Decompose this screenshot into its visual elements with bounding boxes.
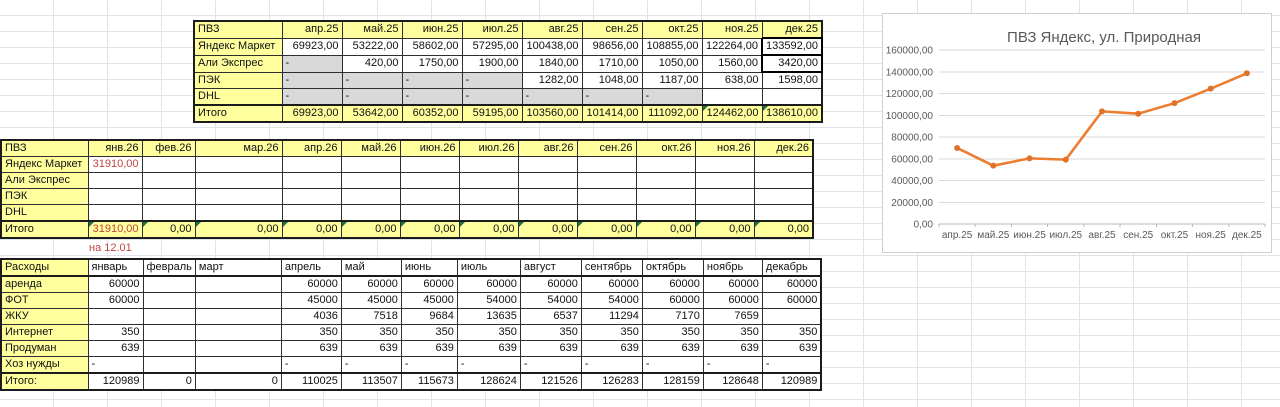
cell[interactable]: 31910,00 <box>88 221 142 238</box>
cell[interactable]: 120989 <box>762 373 821 390</box>
revenue-table-2025 <box>193 20 823 123</box>
data-point-marker[interactable] <box>990 163 996 169</box>
cell[interactable]: - <box>88 357 143 374</box>
cell[interactable]: 13635 <box>457 309 520 325</box>
cell[interactable]: 1710,00 <box>582 55 642 72</box>
column-header-cell[interactable]: октябрь <box>642 259 703 276</box>
y-axis-tick-label: 140000,00 <box>885 67 933 79</box>
column-header-cell[interactable]: июл.25 <box>462 21 522 38</box>
y-axis-tick-label: 40000,00 <box>891 176 933 187</box>
cell[interactable]: 60000 <box>642 293 703 309</box>
cell[interactable]: 115673 <box>401 373 457 390</box>
cell[interactable]: 60000 <box>401 276 457 293</box>
cell[interactable] <box>341 173 400 189</box>
cell[interactable]: 120989 <box>88 373 143 390</box>
cell[interactable]: 350 <box>341 325 401 341</box>
cell[interactable]: 111092,00 <box>642 105 702 122</box>
cell[interactable] <box>762 309 821 325</box>
column-header-cell[interactable]: февраль <box>143 259 195 276</box>
cell[interactable] <box>88 309 143 325</box>
cell[interactable]: 60000 <box>642 276 703 293</box>
cell[interactable]: - <box>762 357 821 374</box>
x-axis-tick-label: окт.25 <box>1160 230 1189 241</box>
cell[interactable]: 110025 <box>281 373 341 390</box>
cell[interactable]: 1282,00 <box>522 72 582 89</box>
cell[interactable]: 350 <box>88 325 143 341</box>
cell[interactable]: - <box>582 89 642 106</box>
cell[interactable] <box>577 173 636 189</box>
cell[interactable]: 53222,00 <box>342 38 402 55</box>
cell[interactable]: 0,00 <box>459 221 518 238</box>
cell[interactable]: 639 <box>703 341 762 357</box>
cell[interactable]: 0,00 <box>577 221 636 238</box>
cell[interactable]: 0,00 <box>341 221 400 238</box>
cell[interactable] <box>518 173 577 189</box>
cell[interactable]: 58602,00 <box>402 38 462 55</box>
cell[interactable] <box>195 276 281 293</box>
cell[interactable]: 9684 <box>401 309 457 325</box>
table-corner-header-cell[interactable]: ПВЗ <box>194 21 282 38</box>
cell[interactable]: 98656,00 <box>582 38 642 55</box>
cell[interactable] <box>143 293 195 309</box>
cell[interactable]: 350 <box>520 325 581 341</box>
cell[interactable]: 128648 <box>703 373 762 390</box>
cell[interactable]: - <box>342 89 402 106</box>
cell[interactable]: 420,00 <box>342 55 402 72</box>
cell[interactable] <box>142 189 195 205</box>
cell[interactable] <box>195 309 281 325</box>
data-point-marker[interactable] <box>1027 155 1033 161</box>
cell[interactable]: 113507 <box>341 373 401 390</box>
cell[interactable]: 0,00 <box>195 221 282 238</box>
cell[interactable] <box>577 189 636 205</box>
cell[interactable]: 60000 <box>88 293 143 309</box>
row-label-cell[interactable]: Хоз нужды <box>1 357 88 374</box>
cell[interactable]: 0,00 <box>400 221 459 238</box>
cell[interactable]: 128159 <box>642 373 703 390</box>
cell[interactable]: 45000 <box>401 293 457 309</box>
data-point-marker[interactable] <box>1063 157 1069 163</box>
cell[interactable]: 60000 <box>457 276 520 293</box>
x-axis-tick-label: апр.25 <box>941 230 973 241</box>
cell[interactable]: 639 <box>281 341 341 357</box>
row-label-cell[interactable]: ЖКУ <box>1 309 88 325</box>
row-label-cell[interactable]: Итого <box>1 221 88 238</box>
cell[interactable]: 57295,00 <box>462 38 522 55</box>
cell[interactable]: 639 <box>520 341 581 357</box>
column-header-cell[interactable]: мар.26 <box>195 140 282 157</box>
cell[interactable]: 1048,00 <box>582 72 642 89</box>
cell[interactable]: 639 <box>457 341 520 357</box>
x-axis-tick-label: сен.25 <box>1123 230 1154 241</box>
y-axis-tick-label: 80000,00 <box>891 132 933 144</box>
cell[interactable]: 639 <box>762 341 821 357</box>
data-point-marker[interactable] <box>1244 70 1250 76</box>
cell[interactable] <box>459 205 518 222</box>
cell[interactable] <box>282 157 341 173</box>
cell[interactable]: 1560,00 <box>702 55 762 72</box>
x-axis-tick-label: авг.25 <box>1088 230 1116 241</box>
cell[interactable]: 101414,00 <box>582 105 642 122</box>
x-axis-tick-label: июн.25 <box>1013 230 1046 241</box>
y-axis-tick-label: 120000,00 <box>885 89 933 100</box>
cell[interactable]: 0,00 <box>754 221 813 238</box>
column-header-cell[interactable]: сен.25 <box>582 21 642 38</box>
cell[interactable]: 639 <box>642 341 703 357</box>
cell[interactable] <box>195 205 282 222</box>
cell[interactable] <box>143 341 195 357</box>
cell[interactable]: 1050,00 <box>642 55 702 72</box>
cell[interactable]: 108855,00 <box>642 38 702 55</box>
cell[interactable]: 60000 <box>703 276 762 293</box>
y-axis-tick-label: 20000,00 <box>891 197 933 209</box>
cell[interactable]: 100438,00 <box>522 38 582 55</box>
cell[interactable]: - <box>703 357 762 374</box>
table-corner-header-cell[interactable]: ПВЗ <box>1 140 88 157</box>
row-label-cell[interactable]: Али Экспрес <box>1 173 88 189</box>
cell[interactable]: - <box>462 72 522 89</box>
chart-pvz-yandex[interactable] <box>882 13 1272 253</box>
cell[interactable]: 0,00 <box>282 221 341 238</box>
cell[interactable] <box>195 293 281 309</box>
cell[interactable]: - <box>281 357 341 374</box>
column-header-cell[interactable]: ноя.26 <box>695 140 754 157</box>
column-header-cell[interactable]: май <box>341 259 401 276</box>
cell[interactable]: 53642,00 <box>342 105 402 122</box>
cell[interactable]: - <box>401 357 457 374</box>
cell[interactable] <box>282 173 341 189</box>
plan-table-2026 <box>0 139 814 239</box>
cell[interactable]: - <box>522 89 582 106</box>
cell[interactable]: 7659 <box>703 309 762 325</box>
cell[interactable]: 4036 <box>281 309 341 325</box>
cell[interactable]: 60000 <box>762 276 821 293</box>
cell[interactable]: 54000 <box>457 293 520 309</box>
cell[interactable] <box>400 157 459 173</box>
row-label-cell[interactable]: Итого: <box>1 373 88 390</box>
cell[interactable]: 638,00 <box>702 72 762 89</box>
column-header-cell[interactable]: август <box>520 259 581 276</box>
column-header-cell[interactable]: дек.25 <box>762 21 822 38</box>
data-point-marker[interactable] <box>1135 111 1141 117</box>
cell[interactable]: 54000 <box>520 293 581 309</box>
column-header-cell[interactable]: авг.25 <box>522 21 582 38</box>
cell[interactable]: 60000 <box>581 276 642 293</box>
column-header-cell[interactable]: июнь <box>401 259 457 276</box>
cell[interactable]: 350 <box>457 325 520 341</box>
cell[interactable]: 133592,00 <box>762 38 822 55</box>
cell[interactable] <box>702 89 762 106</box>
column-header-cell[interactable]: окт.26 <box>636 140 695 157</box>
cell[interactable]: 0 <box>195 373 281 390</box>
cell[interactable]: - <box>282 72 342 89</box>
column-header-cell[interactable]: апр.26 <box>282 140 341 157</box>
chart-title: ПВЗ Яндекс, ул. Природная <box>1007 29 1201 46</box>
column-header-cell[interactable]: июл.26 <box>459 140 518 157</box>
cell[interactable]: 60352,00 <box>402 105 462 122</box>
cell[interactable]: 350 <box>642 325 703 341</box>
column-header-cell[interactable]: окт.25 <box>642 21 702 38</box>
cell[interactable] <box>577 205 636 222</box>
cell[interactable]: 6537 <box>520 309 581 325</box>
cell[interactable]: 350 <box>762 325 821 341</box>
column-header-cell[interactable]: фев.26 <box>142 140 195 157</box>
cell[interactable]: - <box>457 357 520 374</box>
cell[interactable]: 138610,00 <box>762 105 822 122</box>
cell[interactable] <box>341 157 400 173</box>
cell[interactable]: 639 <box>341 341 401 357</box>
cell[interactable] <box>636 189 695 205</box>
cell[interactable] <box>459 157 518 173</box>
column-header-cell[interactable]: сен.26 <box>577 140 636 157</box>
cell[interactable] <box>195 341 281 357</box>
data-point-marker[interactable] <box>1171 100 1177 106</box>
cell[interactable] <box>577 157 636 173</box>
cell[interactable]: 45000 <box>281 293 341 309</box>
cell[interactable]: 639 <box>88 341 143 357</box>
cell[interactable] <box>695 205 754 222</box>
cell[interactable] <box>142 205 195 222</box>
cell[interactable]: 69923,00 <box>282 38 342 55</box>
cell[interactable] <box>195 157 282 173</box>
cell[interactable]: 54000 <box>581 293 642 309</box>
cell[interactable]: 1840,00 <box>522 55 582 72</box>
column-header-cell[interactable]: авг.26 <box>518 140 577 157</box>
cell[interactable] <box>754 205 813 222</box>
cell[interactable] <box>341 189 400 205</box>
cell[interactable]: 11294 <box>581 309 642 325</box>
column-header-cell[interactable]: апрель <box>281 259 341 276</box>
y-axis-tick-label: 100000,00 <box>885 110 933 122</box>
y-axis-tick-label: 0,00 <box>913 219 933 231</box>
cell[interactable] <box>459 189 518 205</box>
cell[interactable]: 45000 <box>341 293 401 309</box>
cell[interactable]: 121526 <box>520 373 581 390</box>
cell[interactable]: 60000 <box>762 293 821 309</box>
x-axis-tick-label: дек.25 <box>1232 230 1262 241</box>
cell[interactable]: 59195,00 <box>462 105 522 122</box>
cell[interactable] <box>142 157 195 173</box>
cell[interactable]: 639 <box>401 341 457 357</box>
cell[interactable] <box>400 189 459 205</box>
y-axis-tick-label: 60000,00 <box>891 154 933 166</box>
row-label-cell[interactable]: Али Экспрес <box>194 55 282 72</box>
cell[interactable]: - <box>520 357 581 374</box>
cell[interactable]: 60000 <box>341 276 401 293</box>
row-label-cell[interactable]: Продуман <box>1 341 88 357</box>
row-label-cell[interactable]: аренда <box>1 276 88 293</box>
cell[interactable] <box>341 205 400 222</box>
cell[interactable] <box>195 173 282 189</box>
cell[interactable]: 639 <box>581 341 642 357</box>
cell[interactable]: 0,00 <box>142 221 195 238</box>
row-label-cell[interactable]: ФОТ <box>1 293 88 309</box>
cell[interactable]: 1900,00 <box>462 55 522 72</box>
cell[interactable] <box>518 157 577 173</box>
cell[interactable]: 7518 <box>341 309 401 325</box>
cell[interactable] <box>636 157 695 173</box>
cell[interactable] <box>695 189 754 205</box>
cell[interactable] <box>754 173 813 189</box>
data-point-marker[interactable] <box>1208 86 1214 92</box>
column-header-cell[interactable]: ноя.25 <box>702 21 762 38</box>
cell[interactable] <box>636 205 695 222</box>
cell[interactable]: 60000 <box>520 276 581 293</box>
cell[interactable]: 0,00 <box>636 221 695 238</box>
cell[interactable] <box>754 189 813 205</box>
cell[interactable]: - <box>581 357 642 374</box>
cell[interactable]: 0 <box>143 373 195 390</box>
x-axis-tick-label: май.25 <box>977 230 1010 241</box>
row-label-cell[interactable]: ПЭК <box>1 189 88 205</box>
cell[interactable]: - <box>402 89 462 106</box>
cell[interactable] <box>762 89 822 106</box>
cell[interactable] <box>195 357 281 374</box>
row-label-cell[interactable]: ПЭК <box>194 72 282 89</box>
column-header-cell[interactable]: сентябрь <box>581 259 642 276</box>
cell[interactable]: - <box>402 72 462 89</box>
column-header-cell[interactable]: июль <box>457 259 520 276</box>
cell[interactable]: - <box>282 55 342 72</box>
cell[interactable] <box>518 189 577 205</box>
cell[interactable]: 7170 <box>642 309 703 325</box>
column-header-cell[interactable]: декабрь <box>762 259 821 276</box>
cell[interactable]: 350 <box>581 325 642 341</box>
cell[interactable] <box>518 205 577 222</box>
column-header-cell[interactable]: дек.26 <box>754 140 813 157</box>
cell[interactable]: 126283 <box>581 373 642 390</box>
cell[interactable] <box>143 276 195 293</box>
cell[interactable]: 1750,00 <box>402 55 462 72</box>
cell[interactable]: - <box>642 357 703 374</box>
cell[interactable]: 1598,00 <box>762 72 822 89</box>
cell[interactable]: 3420,00 <box>762 55 822 72</box>
cell[interactable] <box>195 189 282 205</box>
row-label-cell[interactable]: Яндекс Маркет <box>1 157 88 173</box>
column-header-cell[interactable]: янв.26 <box>88 140 142 157</box>
cell[interactable]: 0,00 <box>518 221 577 238</box>
expenses-table <box>0 258 822 391</box>
cell[interactable] <box>400 173 459 189</box>
cell[interactable] <box>695 173 754 189</box>
cell[interactable]: 103560,00 <box>522 105 582 122</box>
cell[interactable] <box>143 357 195 374</box>
cell[interactable]: - <box>282 89 342 106</box>
table-corner-header-cell[interactable]: Расходы <box>1 259 88 276</box>
cell[interactable] <box>400 205 459 222</box>
row-label-cell[interactable]: Итого <box>194 105 282 122</box>
cell[interactable]: 60000 <box>88 276 143 293</box>
cell[interactable]: - <box>341 357 401 374</box>
x-axis-tick-label: июл.25 <box>1049 230 1083 241</box>
cell[interactable]: 350 <box>703 325 762 341</box>
column-header-cell[interactable]: апр.25 <box>282 21 342 38</box>
cell[interactable]: - <box>462 89 522 106</box>
row-label-cell[interactable]: DHL <box>1 205 88 222</box>
x-axis-tick-label: ноя.25 <box>1195 230 1226 241</box>
row-label-cell[interactable]: Интернет <box>1 325 88 341</box>
data-point-marker[interactable] <box>954 145 960 151</box>
note-cell[interactable]: на 12.01 <box>89 242 132 254</box>
column-header-cell[interactable]: январь <box>88 259 143 276</box>
cell[interactable]: 128624 <box>457 373 520 390</box>
column-header-cell[interactable]: июн.26 <box>400 140 459 157</box>
cell[interactable] <box>88 205 142 222</box>
cell[interactable] <box>282 189 341 205</box>
cell[interactable] <box>695 157 754 173</box>
column-header-cell[interactable]: май.26 <box>341 140 400 157</box>
cell[interactable]: - <box>342 72 402 89</box>
column-header-cell[interactable]: июн.25 <box>402 21 462 38</box>
data-point-marker[interactable] <box>1099 108 1105 114</box>
row-label-cell[interactable]: DHL <box>194 89 282 106</box>
column-header-cell[interactable]: ноябрь <box>703 259 762 276</box>
cell[interactable] <box>282 205 341 222</box>
column-header-cell[interactable]: март <box>195 259 281 276</box>
cell[interactable] <box>195 325 281 341</box>
cell[interactable]: 350 <box>281 325 341 341</box>
cell[interactable]: 31910,00 <box>88 157 142 173</box>
cell[interactable]: 0,00 <box>695 221 754 238</box>
cell[interactable] <box>143 325 195 341</box>
column-header-cell[interactable]: май.25 <box>342 21 402 38</box>
cell[interactable] <box>459 173 518 189</box>
cell[interactable]: 60000 <box>703 293 762 309</box>
cell[interactable] <box>143 309 195 325</box>
cell[interactable] <box>88 173 142 189</box>
cell[interactable]: 60000 <box>281 276 341 293</box>
cell[interactable] <box>88 189 142 205</box>
cell[interactable]: 1187,00 <box>642 72 702 89</box>
row-label-cell[interactable]: Яндекс Маркет <box>194 38 282 55</box>
cell[interactable] <box>754 157 813 173</box>
cell[interactable] <box>142 173 195 189</box>
cell[interactable]: 122264,00 <box>702 38 762 55</box>
cell[interactable]: 124462,00 <box>702 105 762 122</box>
y-axis-tick-label: 160000,00 <box>885 45 933 57</box>
cell[interactable] <box>636 173 695 189</box>
cell[interactable]: 350 <box>401 325 457 341</box>
cell[interactable]: - <box>642 89 702 106</box>
cell[interactable]: 69923,00 <box>282 105 342 122</box>
